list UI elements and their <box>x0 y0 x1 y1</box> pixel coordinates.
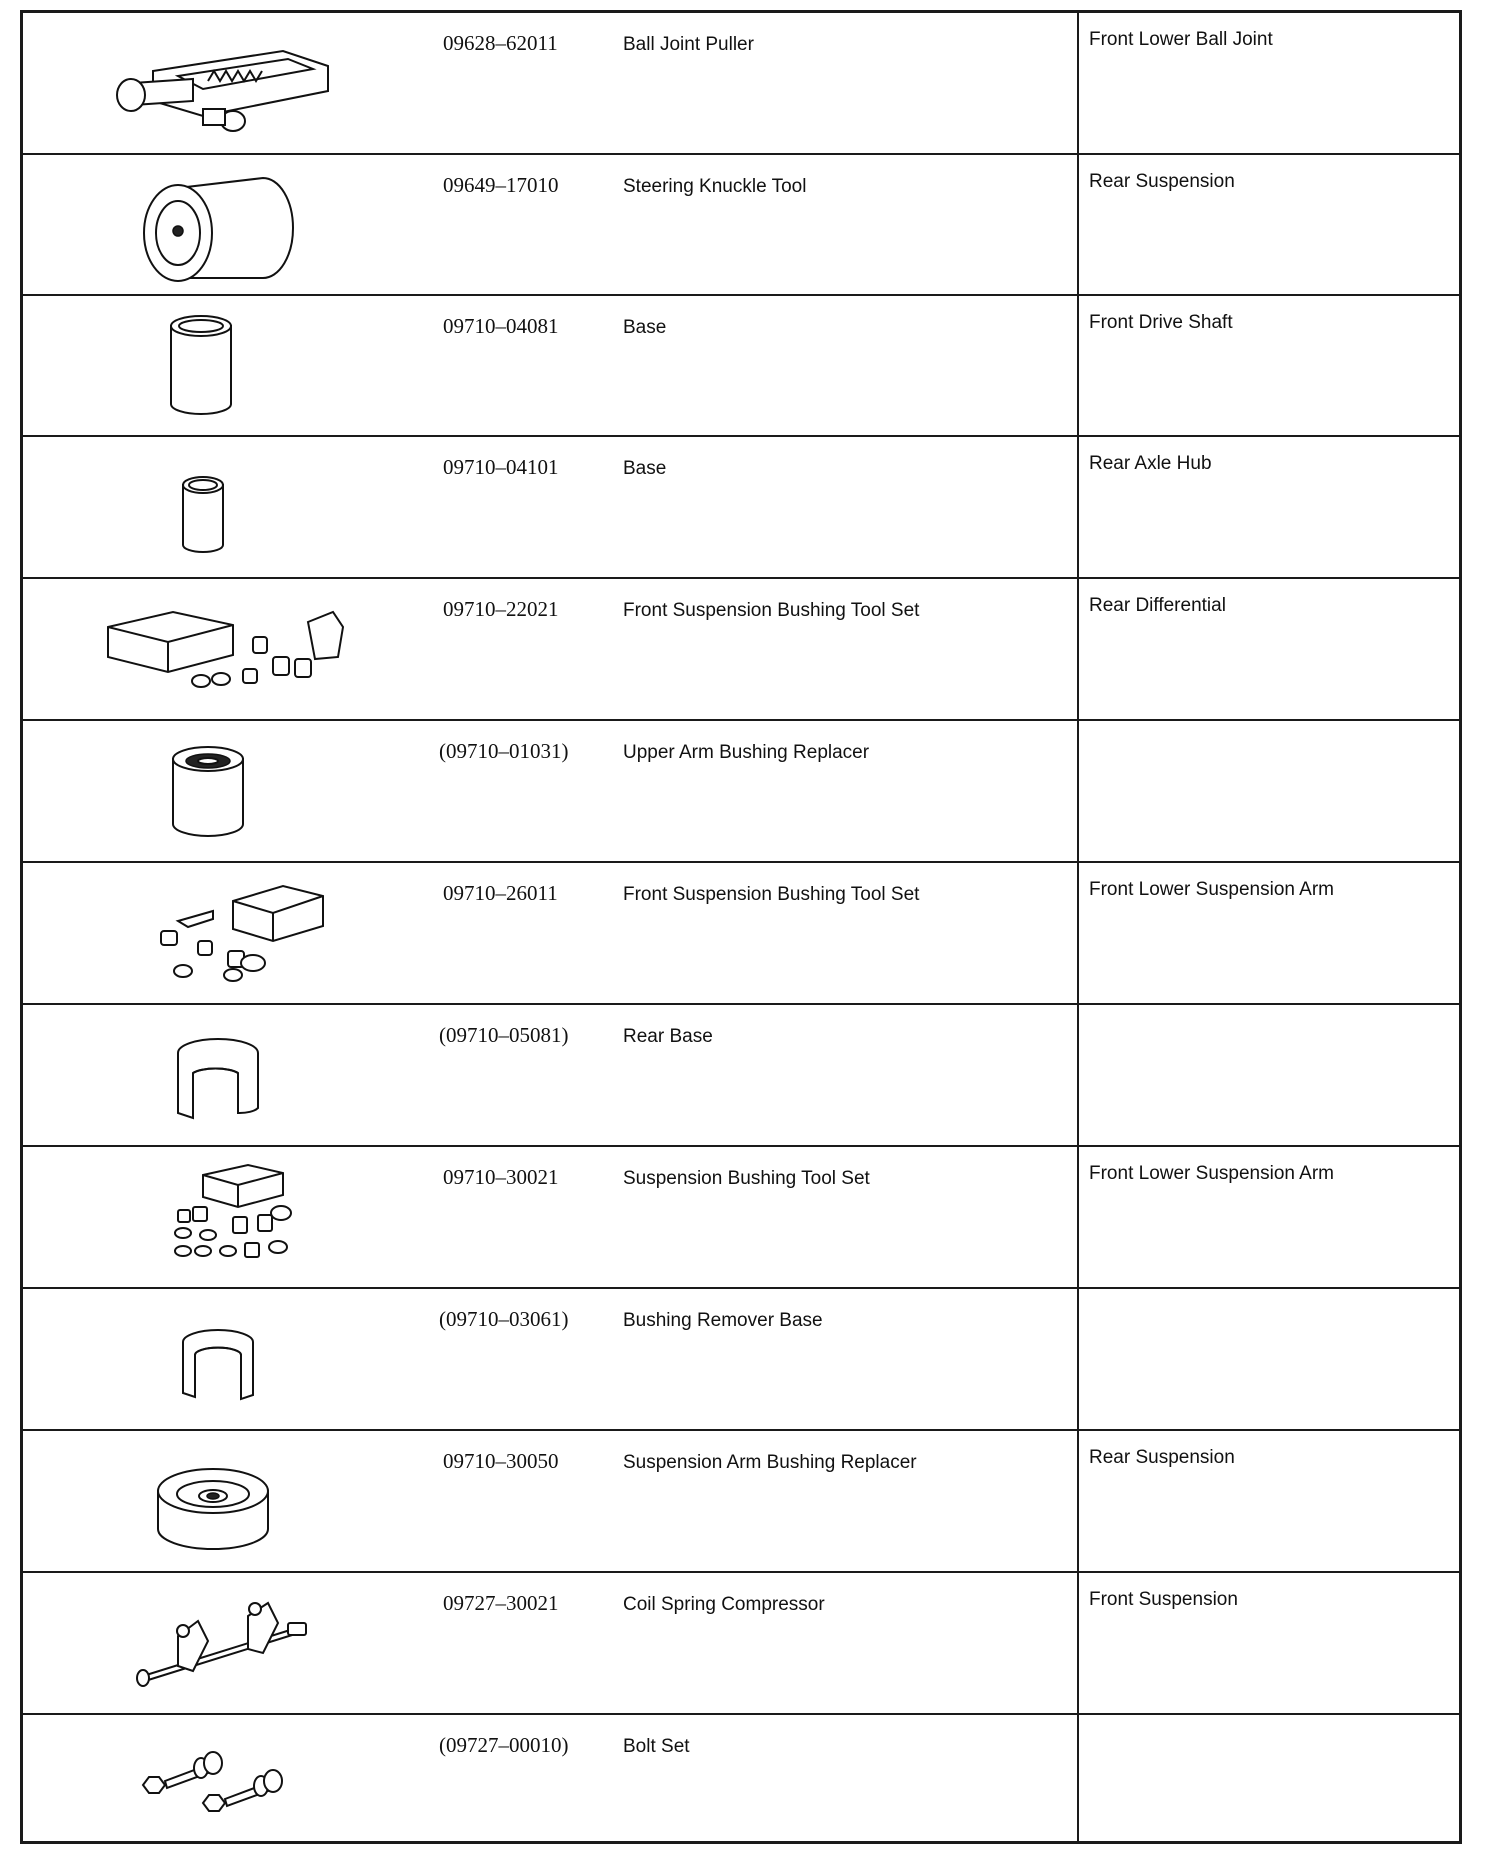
table-row <box>23 1005 1459 1147</box>
part-number: 09710–22021 <box>443 597 559 621</box>
tool-name: Base <box>623 458 667 479</box>
half-cylinder-base-icon <box>83 1013 383 1139</box>
tool-application: Rear Suspension <box>1089 1447 1235 1468</box>
tool-name: Ball Joint Puller <box>623 34 754 55</box>
tool-application: Rear Suspension <box>1089 171 1235 192</box>
bushing-tool-set-icon <box>83 871 383 997</box>
tool-name: Suspension Arm Bushing Replacer <box>623 1452 917 1473</box>
special-service-tools-table <box>20 10 1462 1844</box>
part-number: 09710–26011 <box>443 881 558 905</box>
tool-name: Front Suspension Bushing Tool Set <box>623 600 920 621</box>
coil-spring-compressor-icon <box>83 1581 383 1707</box>
tool-name: Front Suspension Bushing Tool Set <box>623 884 920 905</box>
table-row <box>23 863 1459 1005</box>
tool-name: Base <box>623 317 667 338</box>
tool-application: Front Lower Ball Joint <box>1089 29 1273 50</box>
part-number: (09727–00010) <box>439 1733 569 1757</box>
table-row <box>23 1573 1459 1715</box>
tool-name: Rear Base <box>623 1026 713 1047</box>
tool-name: Steering Knuckle Tool <box>623 176 807 197</box>
steering-knuckle-tool-icon <box>83 163 383 289</box>
bolt-set-icon <box>83 1723 383 1849</box>
part-number: 09710–04081 <box>443 314 559 338</box>
tool-name: Bushing Remover Base <box>623 1310 823 1331</box>
table-row <box>23 437 1459 579</box>
table-row <box>23 1431 1459 1573</box>
part-number: 09628–62011 <box>443 31 558 55</box>
tool-name: Bolt Set <box>623 1736 690 1757</box>
part-number: 09649–17010 <box>443 173 559 197</box>
tool-name: Upper Arm Bushing Replacer <box>623 742 870 763</box>
table-row <box>23 1147 1459 1289</box>
tool-application: Front Suspension <box>1089 1589 1238 1610</box>
tool-application: Rear Differential <box>1089 595 1226 616</box>
tool-application: Front Drive Shaft <box>1089 312 1233 333</box>
part-number: 09710–04101 <box>443 455 559 479</box>
tool-application: Front Lower Suspension Arm <box>1089 879 1335 900</box>
bushing-tool-set-icon <box>83 587 383 713</box>
tool-name: Coil Spring Compressor <box>623 1594 825 1615</box>
part-number: (09710–05081) <box>439 1023 569 1047</box>
tool-application: Rear Axle Hub <box>1089 453 1212 474</box>
part-number: 09710–30050 <box>443 1449 559 1473</box>
table-row <box>23 1289 1459 1431</box>
table-row <box>23 296 1459 437</box>
small-base-cylinder-icon <box>83 445 383 571</box>
table-row <box>23 721 1459 863</box>
part-number: 09727–30021 <box>443 1591 559 1615</box>
part-number: (09710–03061) <box>439 1307 569 1331</box>
table-row <box>23 1715 1459 1847</box>
bushing-replacer-icon <box>83 729 383 855</box>
ball-joint-puller-icon <box>83 21 383 147</box>
half-cylinder-base-icon <box>83 1297 383 1423</box>
table-row <box>23 579 1459 721</box>
bushing-tool-set-icon <box>83 1155 383 1281</box>
part-number: (09710–01031) <box>439 739 569 763</box>
table-row <box>23 155 1459 296</box>
part-number: 09710–30021 <box>443 1165 559 1189</box>
tool-name: Suspension Bushing Tool Set <box>623 1168 870 1189</box>
base-cylinder-icon <box>83 304 383 430</box>
table-row <box>23 13 1459 155</box>
arm-bushing-replacer-icon <box>83 1439 383 1565</box>
tool-application: Front Lower Suspension Arm <box>1089 1163 1335 1184</box>
